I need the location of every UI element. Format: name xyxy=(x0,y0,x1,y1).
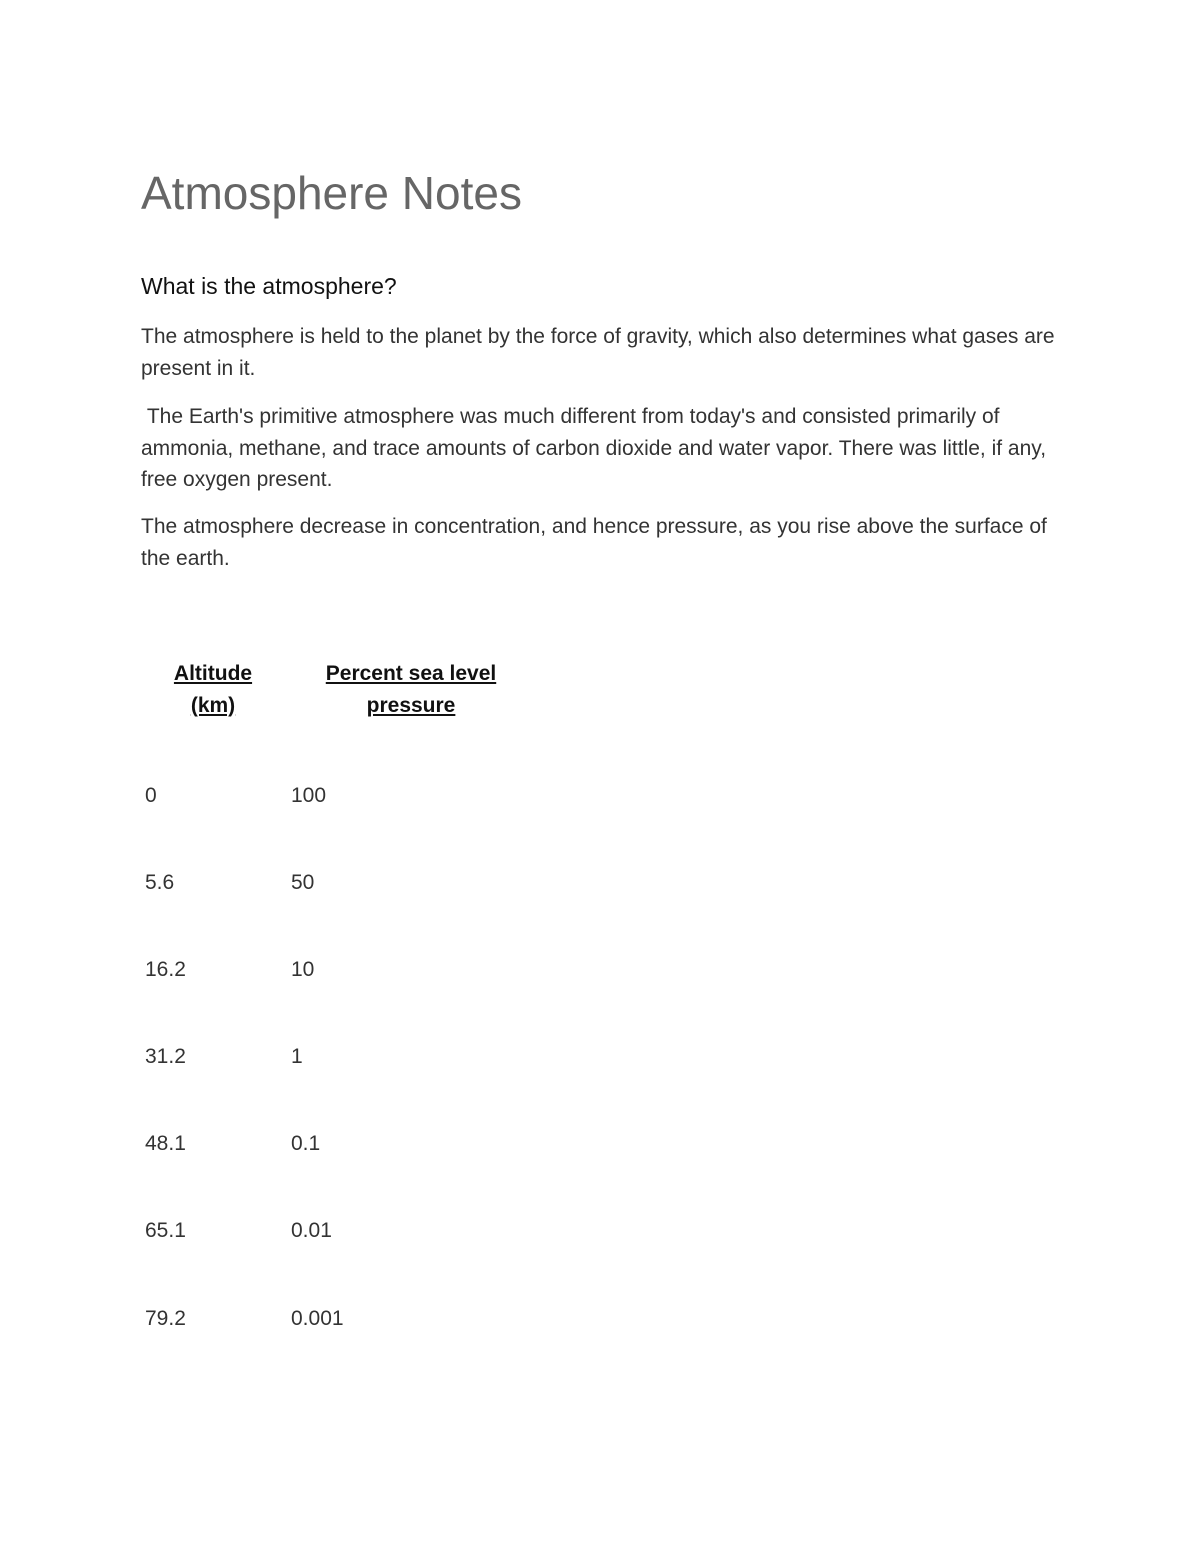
table-cell-altitude: 16.2 xyxy=(145,958,186,981)
table-cell-pressure: 0.1 xyxy=(291,1132,321,1155)
table-cell-pressure: 0.01 xyxy=(291,1219,332,1242)
table-cell-pressure: 50 xyxy=(291,871,315,894)
paragraph-pressure: The atmosphere decrease in concentration, and hence pressure, as you rise above the surface of the earth. xyxy=(141,515,1053,570)
table-cell-pressure: 1 xyxy=(291,1045,303,1068)
table-cell-altitude: 79.2 xyxy=(145,1307,186,1330)
table-cell-altitude: 0 xyxy=(145,784,157,807)
table-header-altitude: Altitude (km) xyxy=(173,662,253,717)
table-cell-altitude: 48.1 xyxy=(145,1132,186,1155)
table-cell-altitude: 65.1 xyxy=(145,1219,186,1242)
document-page xyxy=(141,0,1071,1553)
table-cell-pressure: 100 xyxy=(291,784,327,807)
page-title: Atmosphere Notes xyxy=(141,167,522,219)
table-cell-pressure: 0.001 xyxy=(291,1307,344,1330)
table-cell-pressure: 10 xyxy=(291,958,315,981)
paragraph-gravity: The atmosphere is held to the planet by the force of gravity, which also determines what gases are present in it. xyxy=(141,325,1061,380)
table-cell-altitude: 5.6 xyxy=(145,871,175,894)
section-heading: What is the atmosphere? xyxy=(141,273,397,299)
table-header-percent-pressure: Percent sea level pressure xyxy=(325,662,497,717)
paragraph-primitive-atmosphere: The Earth's primitive atmosphere was much different from today's and consisted primarily of ammonia, methane, and trace amounts of carbon dioxide and water vapor. There was little, if any, free oxygen present. xyxy=(141,405,1052,491)
table-cell-altitude: 31.2 xyxy=(145,1045,186,1068)
